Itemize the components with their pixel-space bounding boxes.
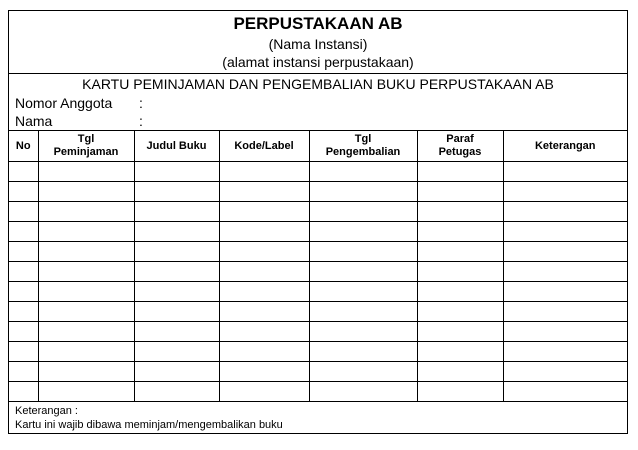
table-cell	[38, 182, 134, 202]
table-cell	[9, 322, 38, 342]
table-cell	[134, 202, 219, 222]
table-cell	[9, 262, 38, 282]
table-cell	[219, 162, 309, 182]
table-cell	[9, 282, 38, 302]
table-row	[9, 322, 627, 342]
table-cell	[503, 242, 627, 262]
table-cell	[309, 302, 417, 322]
table-cell	[503, 162, 627, 182]
table-cell	[417, 242, 503, 262]
table-cell	[417, 182, 503, 202]
table-cell	[503, 282, 627, 302]
table-cell	[38, 302, 134, 322]
table-cell	[219, 282, 309, 302]
table-cell	[219, 182, 309, 202]
table-cell	[9, 302, 38, 322]
table-cell	[417, 222, 503, 242]
table-cell	[417, 162, 503, 182]
table-cell	[309, 362, 417, 382]
column-header-officer-initials: Paraf Petugas	[417, 131, 503, 162]
member-number-row	[9, 94, 627, 112]
table-cell	[219, 202, 309, 222]
table-row	[9, 222, 627, 242]
column-header-return-date: Tgl Pengembalian	[309, 131, 417, 162]
table-cell	[219, 322, 309, 342]
member-name-row	[9, 112, 627, 130]
table-cell	[38, 342, 134, 362]
table-row	[9, 202, 627, 222]
loan-table	[9, 130, 627, 402]
member-name-separator: :	[139, 113, 143, 129]
table-cell	[503, 322, 627, 342]
table-cell	[9, 182, 38, 202]
table-cell	[309, 262, 417, 282]
table-cell	[219, 382, 309, 402]
table-cell	[417, 382, 503, 402]
table-cell	[503, 222, 627, 242]
table-cell	[134, 322, 219, 342]
table-cell	[134, 162, 219, 182]
table-cell	[309, 182, 417, 202]
table-cell	[134, 222, 219, 242]
table-cell	[309, 222, 417, 242]
table-cell	[503, 362, 627, 382]
table-body	[9, 162, 627, 402]
table-row	[9, 182, 627, 202]
column-header-no: No	[9, 131, 38, 162]
table-cell	[503, 382, 627, 402]
table-row	[9, 262, 627, 282]
table-cell	[503, 182, 627, 202]
table-header-row	[9, 131, 627, 162]
card-footer	[9, 402, 627, 432]
table-cell	[219, 362, 309, 382]
table-cell	[9, 342, 38, 362]
table-cell	[417, 342, 503, 362]
table-cell	[503, 202, 627, 222]
footer-note: Kartu ini wajib dibawa meminjam/mengembalikan buku	[15, 419, 283, 431]
table-cell	[134, 282, 219, 302]
footer-label: Keterangan :	[15, 405, 78, 417]
table-cell	[38, 242, 134, 262]
table-cell	[219, 262, 309, 282]
table-cell	[38, 362, 134, 382]
table-row	[9, 342, 627, 362]
table-cell	[134, 362, 219, 382]
table-cell	[219, 242, 309, 262]
table-row	[9, 362, 627, 382]
column-header-loan-date: Tgl Peminjaman	[38, 131, 134, 162]
table-cell	[503, 302, 627, 322]
table-cell	[38, 202, 134, 222]
member-number-label: Nomor Anggota	[15, 95, 113, 111]
table-cell	[9, 162, 38, 182]
table-cell	[38, 282, 134, 302]
column-header-code-label: Kode/Label	[219, 131, 309, 162]
card-title: KARTU PEMINJAMAN DAN PENGEMBALIAN BUKU PERPUSTAKAAN AB	[82, 76, 554, 92]
table-cell	[219, 222, 309, 242]
column-header-remarks: Keterangan	[503, 131, 627, 162]
table-cell	[219, 302, 309, 322]
table-cell	[309, 382, 417, 402]
table-cell	[9, 242, 38, 262]
table-cell	[309, 162, 417, 182]
table-cell	[309, 342, 417, 362]
card-header	[9, 11, 627, 74]
table-cell	[309, 282, 417, 302]
table-cell	[134, 262, 219, 282]
table-cell	[38, 382, 134, 402]
table-cell	[503, 262, 627, 282]
table-row	[9, 242, 627, 262]
member-name-label: Nama	[15, 113, 53, 129]
table-row	[9, 282, 627, 302]
table-cell	[9, 382, 38, 402]
library-card	[8, 10, 628, 434]
table-cell	[9, 222, 38, 242]
table-row	[9, 302, 627, 322]
table-cell	[417, 302, 503, 322]
table-cell	[309, 322, 417, 342]
table-cell	[417, 262, 503, 282]
table-cell	[417, 362, 503, 382]
table-cell	[9, 362, 38, 382]
table-cell	[134, 382, 219, 402]
table-cell	[9, 202, 38, 222]
member-number-separator: :	[139, 95, 143, 111]
table-cell	[38, 262, 134, 282]
table-cell	[309, 202, 417, 222]
table-cell	[417, 202, 503, 222]
table-cell	[219, 342, 309, 362]
table-cell	[134, 242, 219, 262]
institution-address: (alamat instansi perpustakaan)	[222, 54, 414, 70]
table-cell	[38, 162, 134, 182]
table-cell	[134, 182, 219, 202]
institution-name: (Nama Instansi)	[268, 36, 368, 52]
table-cell	[417, 282, 503, 302]
table-cell	[38, 222, 134, 242]
table-row	[9, 382, 627, 402]
table-cell	[309, 242, 417, 262]
table-cell	[134, 342, 219, 362]
table-cell	[417, 322, 503, 342]
table-row	[9, 162, 627, 182]
table-cell	[134, 302, 219, 322]
table-cell	[38, 322, 134, 342]
library-title: PERPUSTAKAAN AB	[233, 14, 403, 33]
table-cell	[503, 342, 627, 362]
column-header-book-title: Judul Buku	[134, 131, 219, 162]
